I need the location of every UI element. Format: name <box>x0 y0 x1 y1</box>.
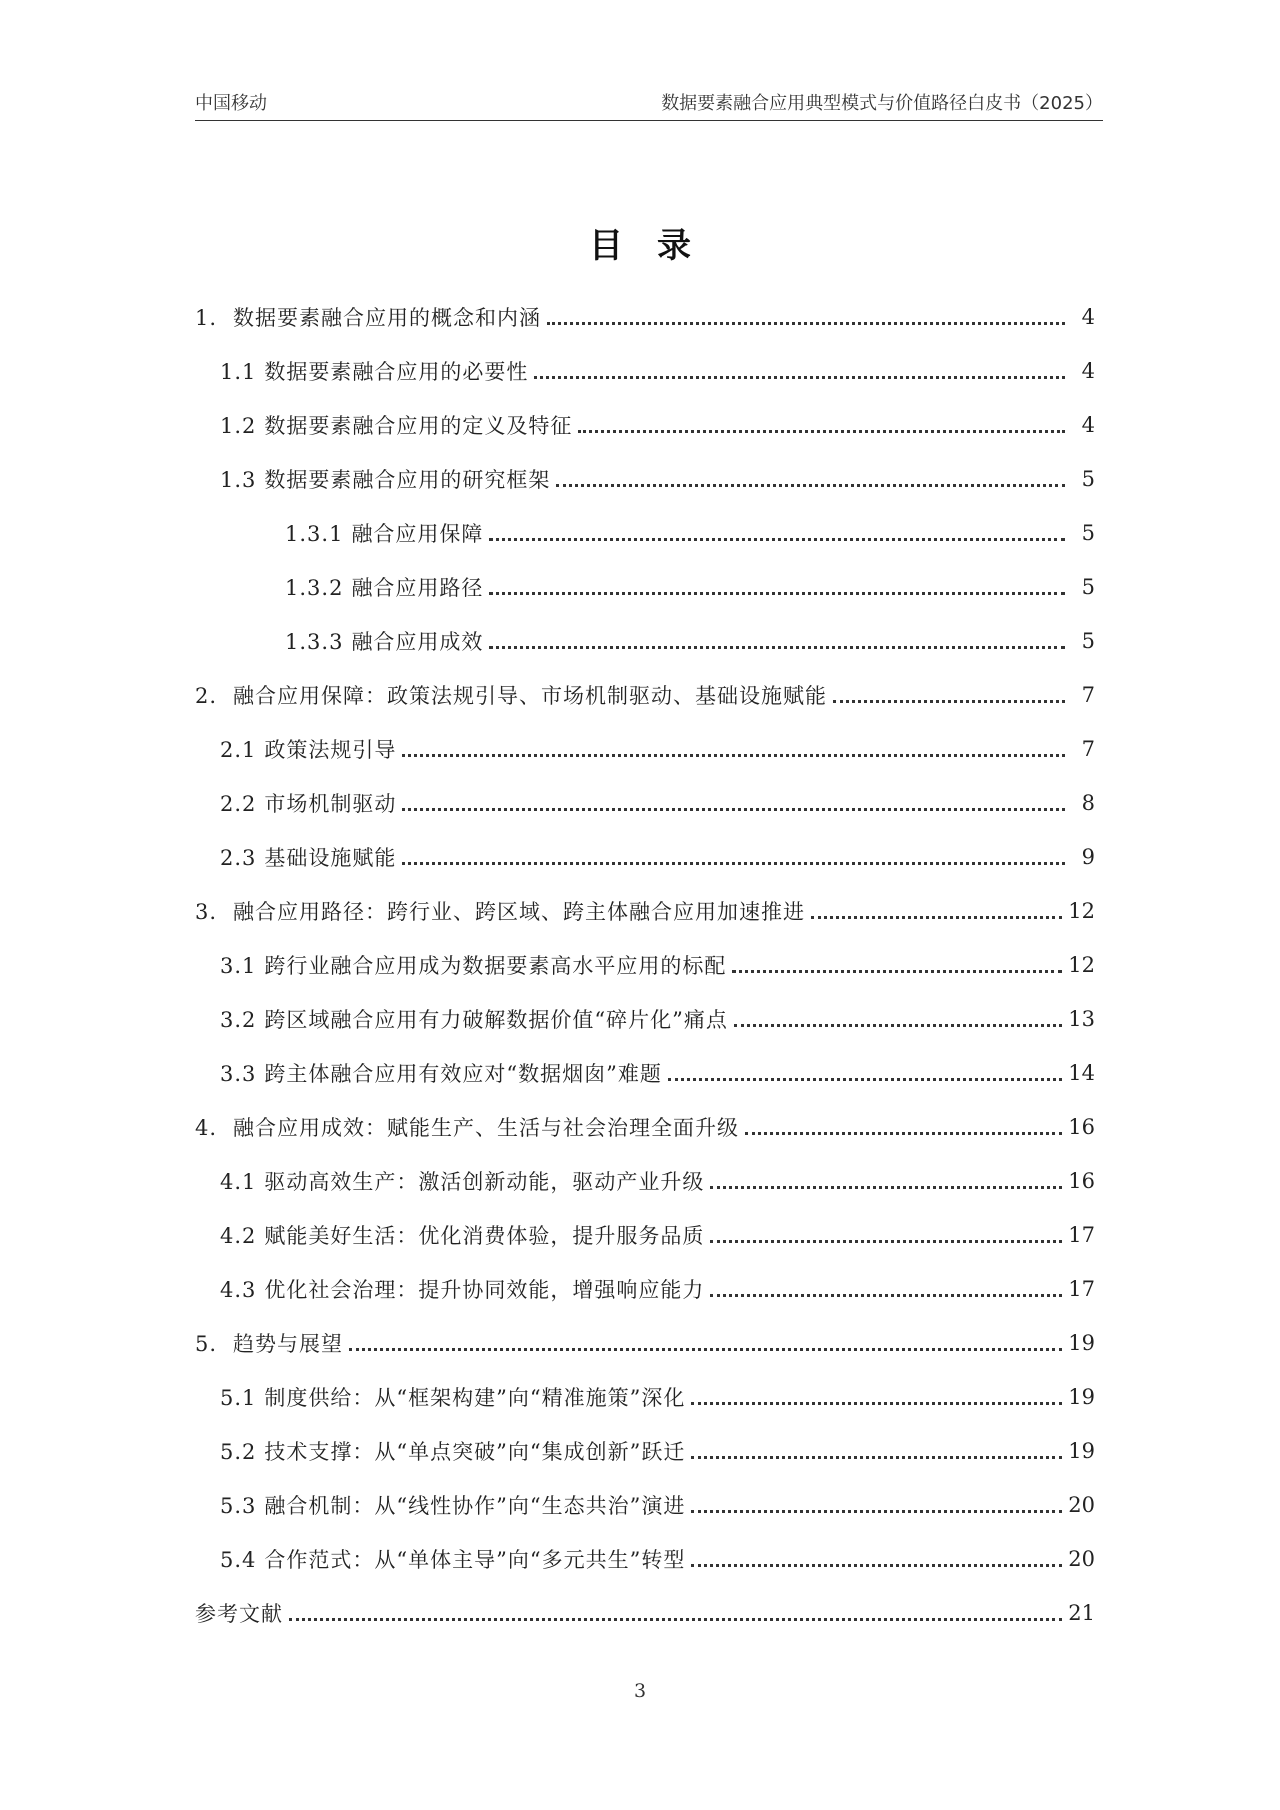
toc-entry[interactable] <box>195 938 1095 992</box>
toc-dot-leader <box>691 1564 1062 1567</box>
toc-entry-page: 17 <box>1068 1223 1095 1247</box>
toc-entry-text: 趋势与展望 <box>233 1332 344 1356</box>
toc-entry-title <box>220 464 550 494</box>
toc-entry[interactable] <box>195 1424 1095 1478</box>
toc-entry[interactable] <box>195 1370 1095 1424</box>
toc-entry[interactable] <box>195 560 1095 614</box>
toc-dot-leader <box>489 592 1065 595</box>
toc-entry-title <box>220 1166 704 1196</box>
toc-entry-text: 赋能美好生活：优化消费体验，提升服务品质 <box>264 1224 705 1248</box>
toc-entry-page: 7 <box>1081 683 1095 707</box>
toc-entry-text: 数据要素融合应用的研究框架 <box>264 468 551 492</box>
toc-entry-title <box>220 1382 685 1412</box>
toc-entry-number: 1.3 <box>220 468 257 492</box>
toc-entry-number: 2.2 <box>220 792 257 816</box>
toc-entry-number: 5. <box>195 1332 218 1356</box>
toc-entry-text: 融合应用路径 <box>351 576 484 600</box>
toc-entry[interactable] <box>195 1100 1095 1154</box>
toc-entry-text: 优化社会治理：提升协同效能，增强响应能力 <box>264 1278 705 1302</box>
toc-entry-page: 9 <box>1081 845 1095 869</box>
toc-entry-page: 20 <box>1068 1547 1095 1571</box>
header-org: 中国移动 <box>195 93 267 114</box>
page-number: 3 <box>633 1680 647 1702</box>
toc-entry-page: 14 <box>1068 1061 1095 1085</box>
header-doc-title: 数据要素融合应用典型模式与价值路径白皮书（2025） <box>661 93 1103 114</box>
toc-entry-title <box>285 572 483 602</box>
toc-entry-page: 19 <box>1068 1385 1095 1409</box>
toc-entry[interactable] <box>195 722 1095 776</box>
toc-entry-page: 21 <box>1068 1601 1095 1625</box>
toc-entry-title <box>220 788 396 818</box>
toc-entry-title <box>195 896 805 926</box>
toc-entry-page: 4 <box>1081 305 1095 329</box>
table-of-contents <box>195 290 1095 1640</box>
toc-entry-page: 17 <box>1068 1277 1095 1301</box>
toc-entry-number: 4. <box>195 1116 218 1140</box>
toc-entry-page: 12 <box>1068 953 1095 977</box>
toc-entry-page: 20 <box>1068 1493 1095 1517</box>
toc-dot-leader <box>489 646 1065 649</box>
toc-entry-page: 7 <box>1081 737 1095 761</box>
toc-entry-title <box>285 626 483 656</box>
toc-entry[interactable] <box>195 1262 1095 1316</box>
toc-entry[interactable] <box>195 668 1095 722</box>
toc-entry-number: 1. <box>195 306 218 330</box>
toc-dot-leader <box>732 970 1062 973</box>
toc-entry-text: 融合应用成效 <box>351 630 484 654</box>
toc-dot-leader <box>811 916 1062 919</box>
toc-entry[interactable] <box>195 398 1095 452</box>
toc-entry[interactable] <box>195 452 1095 506</box>
toc-entry-title <box>195 1598 283 1628</box>
toc-entry-title <box>220 1004 728 1034</box>
toc-entry-page: 19 <box>1068 1439 1095 1463</box>
toc-entry[interactable] <box>195 290 1095 344</box>
toc-entry-number: 5.2 <box>220 1440 257 1464</box>
toc-entry-page: 12 <box>1068 899 1095 923</box>
toc-entry[interactable] <box>195 776 1095 830</box>
toc-entry[interactable] <box>195 1046 1095 1100</box>
toc-entry-text: 数据要素融合应用的概念和内涵 <box>233 306 542 330</box>
toc-dot-leader <box>833 700 1065 703</box>
toc-entry-title <box>220 1220 704 1250</box>
toc-dot-leader <box>489 538 1065 541</box>
toc-entry-title <box>195 1112 739 1142</box>
toc-entry-title <box>195 302 541 332</box>
toc-entry[interactable] <box>195 1208 1095 1262</box>
toc-dot-leader <box>691 1456 1062 1459</box>
toc-dot-leader <box>547 322 1065 325</box>
toc-dot-leader <box>691 1402 1062 1405</box>
toc-entry-number: 5.3 <box>220 1494 257 1518</box>
toc-entry-page: 16 <box>1068 1115 1095 1139</box>
toc-entry[interactable] <box>195 1586 1095 1640</box>
toc-entry-title <box>195 680 827 710</box>
toc-title: 目录 <box>589 226 725 266</box>
toc-entry-title <box>195 1328 343 1358</box>
toc-entry-title <box>220 842 396 872</box>
toc-entry[interactable] <box>195 614 1095 668</box>
toc-entry-text: 融合机制：从“线性协作”向“生态共治”演进 <box>264 1494 686 1518</box>
toc-entry-text: 制度供给：从“框架构建”向“精准施策”深化 <box>264 1386 686 1410</box>
toc-dot-leader <box>289 1618 1062 1621</box>
toc-entry-title <box>285 518 483 548</box>
toc-dot-leader <box>578 430 1065 433</box>
toc-dot-leader <box>691 1510 1062 1513</box>
toc-dot-leader <box>349 1348 1062 1351</box>
toc-entry-page: 13 <box>1068 1007 1095 1031</box>
toc-entry-page: 5 <box>1081 575 1095 599</box>
toc-entry-page: 5 <box>1081 467 1095 491</box>
toc-entry-page: 4 <box>1081 359 1095 383</box>
toc-entry-text: 驱动高效生产：激活创新动能，驱动产业升级 <box>264 1170 705 1194</box>
toc-entry-number: 5.4 <box>220 1548 257 1572</box>
toc-dot-leader <box>745 1132 1062 1135</box>
toc-dot-leader <box>710 1294 1062 1297</box>
toc-entry-number: 3.2 <box>220 1008 257 1032</box>
toc-entry-text: 政策法规引导 <box>264 738 397 762</box>
toc-entry-number: 2. <box>195 684 218 708</box>
toc-entry-title <box>220 1544 685 1574</box>
toc-entry[interactable] <box>195 1154 1095 1208</box>
toc-entry-text: 跨主体融合应用有效应对“数据烟囱”难题 <box>264 1062 662 1086</box>
toc-dot-leader <box>402 862 1065 865</box>
toc-entry-title <box>220 950 726 980</box>
page-header <box>195 86 1103 121</box>
toc-entry-title <box>220 1436 685 1466</box>
toc-entry-text: 合作范式：从“单体主导”向“多元共生”转型 <box>264 1548 686 1572</box>
toc-entry-number: 4.3 <box>220 1278 257 1302</box>
toc-entry[interactable] <box>195 1532 1095 1586</box>
toc-dot-leader <box>710 1240 1062 1243</box>
toc-entry-text: 融合应用保障：政策法规引导、市场机制驱动、基础设施赋能 <box>233 684 828 708</box>
toc-entry-number: 4.2 <box>220 1224 257 1248</box>
toc-entry-page: 5 <box>1081 629 1095 653</box>
toc-entry-title <box>220 410 572 440</box>
toc-entry-text: 跨区域融合应用有力破解数据价值“碎片化”痛点 <box>264 1008 728 1032</box>
toc-entry-title <box>220 1058 662 1088</box>
toc-dot-leader <box>734 1024 1062 1027</box>
toc-dot-leader <box>534 376 1065 379</box>
toc-dot-leader <box>402 754 1065 757</box>
toc-dot-leader <box>668 1078 1062 1081</box>
toc-entry-title <box>220 356 528 386</box>
toc-entry-number: 3.1 <box>220 954 257 978</box>
toc-entry[interactable] <box>195 344 1095 398</box>
toc-entry-title <box>220 734 396 764</box>
toc-entry[interactable] <box>195 884 1095 938</box>
toc-entry-title <box>220 1274 704 1304</box>
toc-entry-number: 3.3 <box>220 1062 257 1086</box>
toc-entry[interactable] <box>195 830 1095 884</box>
toc-entry-number: 5.1 <box>220 1386 257 1410</box>
toc-entry-page: 5 <box>1081 521 1095 545</box>
toc-entry-title <box>220 1490 685 1520</box>
toc-entry[interactable] <box>195 506 1095 560</box>
toc-entry-text: 参考文献 <box>195 1602 283 1626</box>
toc-entry-number: 1.3.3 <box>285 630 344 654</box>
toc-entry-page: 19 <box>1068 1331 1095 1355</box>
toc-entry-number: 2.3 <box>220 846 257 870</box>
toc-entry[interactable] <box>195 1478 1095 1532</box>
toc-entry-text: 市场机制驱动 <box>264 792 397 816</box>
toc-entry-text: 基础设施赋能 <box>264 846 397 870</box>
toc-entry-page: 8 <box>1081 791 1095 815</box>
toc-entry-text: 数据要素融合应用的必要性 <box>264 360 529 384</box>
toc-entry-number: 4.1 <box>220 1170 257 1194</box>
toc-entry-number: 1.3.2 <box>285 576 344 600</box>
toc-entry-text: 融合应用路径：跨行业、跨区域、跨主体融合应用加速推进 <box>233 900 806 924</box>
toc-entry-number: 1.3.1 <box>285 522 344 546</box>
toc-entry-number: 1.1 <box>220 360 257 384</box>
toc-dot-leader <box>556 484 1065 487</box>
toc-entry-text: 融合应用成效：赋能生产、生活与社会治理全面升级 <box>233 1116 740 1140</box>
toc-entry-text: 跨行业融合应用成为数据要素高水平应用的标配 <box>264 954 727 978</box>
toc-entry-page: 16 <box>1068 1169 1095 1193</box>
toc-entry-text: 融合应用保障 <box>351 522 484 546</box>
toc-dot-leader <box>710 1186 1062 1189</box>
toc-entry-number: 3. <box>195 900 218 924</box>
toc-entry-text: 技术支撑：从“单点突破”向“集成创新”跃迁 <box>264 1440 686 1464</box>
toc-entry[interactable] <box>195 992 1095 1046</box>
toc-dot-leader <box>402 808 1065 811</box>
toc-entry-page: 4 <box>1081 413 1095 437</box>
toc-entry-number: 2.1 <box>220 738 257 762</box>
toc-entry-number: 1.2 <box>220 414 257 438</box>
toc-entry[interactable] <box>195 1316 1095 1370</box>
toc-entry-text: 数据要素融合应用的定义及特征 <box>264 414 573 438</box>
